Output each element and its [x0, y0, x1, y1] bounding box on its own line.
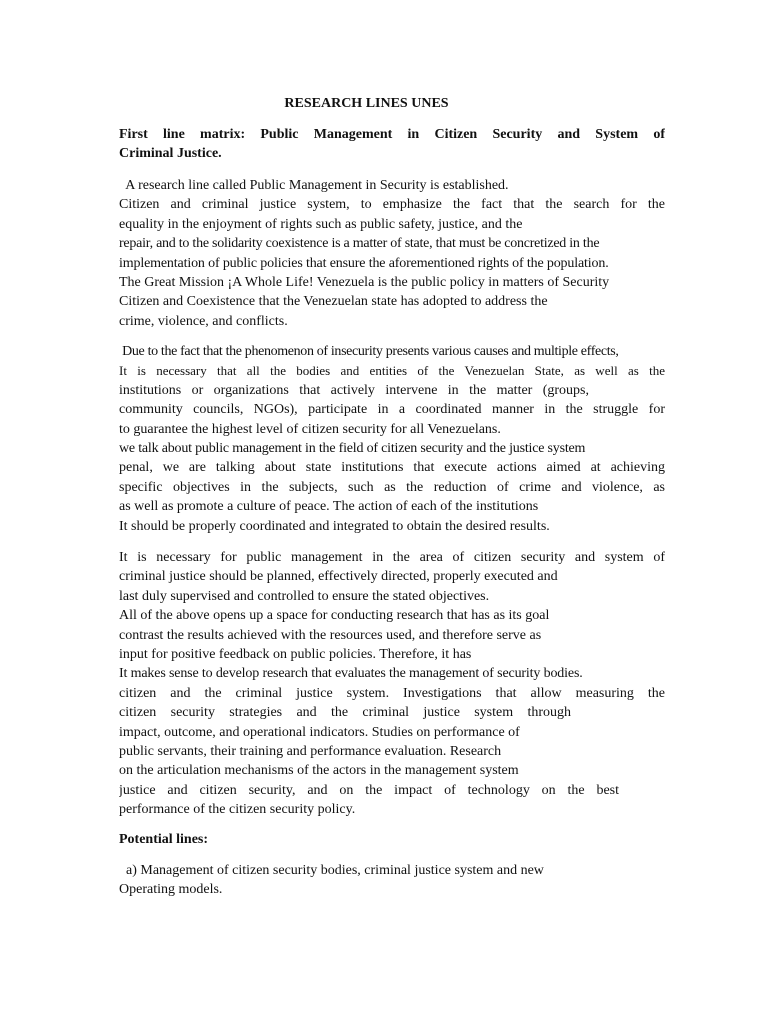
paragraph-line: last duly supervised and controlled to ensure the stated objectives.	[119, 588, 490, 604]
paragraph-line: community councils, NGOs), participate in a coordinated manner in the struggle for	[119, 402, 665, 418]
paragraph-line: It is necessary for public management in the area of citizen security and system of	[119, 550, 665, 565]
heading-line: First line matrix: Public Management in Citizen Security and System of	[119, 127, 665, 142]
paragraph-line: Due to the fact that the phenomenon of insecurity presents various causes and multiple effects,	[119, 344, 619, 359]
paragraph-line: crime, violence, and conflicts.	[119, 313, 288, 329]
heading-line: Criminal Justice.	[119, 146, 222, 162]
paragraph-line: A research line called Public Management in Security is established.	[119, 178, 509, 193]
paragraph-line: impact, outcome, and operational indicators. Studies on performance of	[119, 724, 520, 740]
paragraph-line: Citizen and criminal justice system, to emphasize the fact that the search for the	[119, 197, 665, 213]
paragraph-line: to guarantee the highest level of citizen security for all Venezuelans.	[119, 421, 501, 437]
paragraph-line: equality in the enjoyment of rights such as public safety, justice, and the	[119, 216, 523, 232]
paragraph-line: Citizen and Coexistence that the Venezuelan state has adopted to address the	[119, 294, 548, 310]
paragraph-line: The Great Mission ¡A Whole Life! Venezuela is the public policy in matters of Security	[119, 274, 610, 290]
paragraph-line: we talk about public management in the field of citizen security and the justice system	[119, 440, 586, 456]
paragraph-line: citizen and the criminal justice system. Investigations that allow measuring the	[119, 685, 665, 701]
paragraph-line: penal, we are talking about state institutions that execute actions aimed at achieving	[119, 460, 665, 476]
list-item-line: a) Management of citizen security bodies, criminal justice system and new	[119, 863, 544, 878]
paragraph-line: All of the above opens up a space for conducting research that has as its goal	[119, 608, 550, 624]
list-item-line: Operating models.	[119, 882, 223, 898]
paragraph-line: It is necessary that all the bodies and entities of the Venezuelan State, as well as the	[119, 363, 665, 379]
paragraph-line: specific objectives in the subjects, such as the reduction of crime and violence, as	[119, 479, 665, 495]
section-heading	[119, 125, 665, 164]
paragraph-3	[119, 548, 665, 819]
paragraph-line: on the articulation mechanisms of the actors in the management system	[119, 763, 519, 779]
potential-lines-label: Potential lines:	[119, 832, 209, 847]
paragraph-line: repair, and to the solidarity coexistence is a matter of state, that must be concretized in the	[119, 236, 600, 252]
paragraph-line: contrast the results achieved with the resources used, and therefore serve as	[119, 627, 542, 643]
document-title: RESEARCH LINES UNES	[284, 96, 449, 111]
paragraph-line: implementation of public policies that ensure the aforementioned rights of the population.	[119, 255, 609, 271]
potential-lines-heading	[119, 830, 665, 849]
paragraph-line: criminal justice should be planned, effectively directed, properly executed and	[119, 569, 558, 585]
paragraph-line: justice and citizen security, and on the impact of technology on the best	[119, 782, 619, 798]
paragraph-line: citizen security strategies and the criminal justice system through	[119, 705, 571, 721]
paragraph-2	[119, 342, 665, 536]
potential-line-a	[119, 861, 665, 900]
paragraph-line: It makes sense to develop research that evaluates the management of security bodies.	[119, 666, 583, 682]
paragraph-line: input for positive feedback on public policies. Therefore, it has	[119, 646, 472, 662]
paragraph-line: institutions or organizations that actively intervene in the matter (groups,	[119, 382, 589, 398]
paragraph-line: as well as promote a culture of peace. The action of each of the institutions	[119, 499, 539, 515]
paragraph-line: public servants, their training and performance evaluation. Research	[119, 743, 502, 759]
paragraph-1	[119, 176, 665, 331]
paragraph-line: performance of the citizen security policy.	[119, 802, 356, 818]
paragraph-line: It should be properly coordinated and integrated to obtain the desired results.	[119, 518, 550, 534]
